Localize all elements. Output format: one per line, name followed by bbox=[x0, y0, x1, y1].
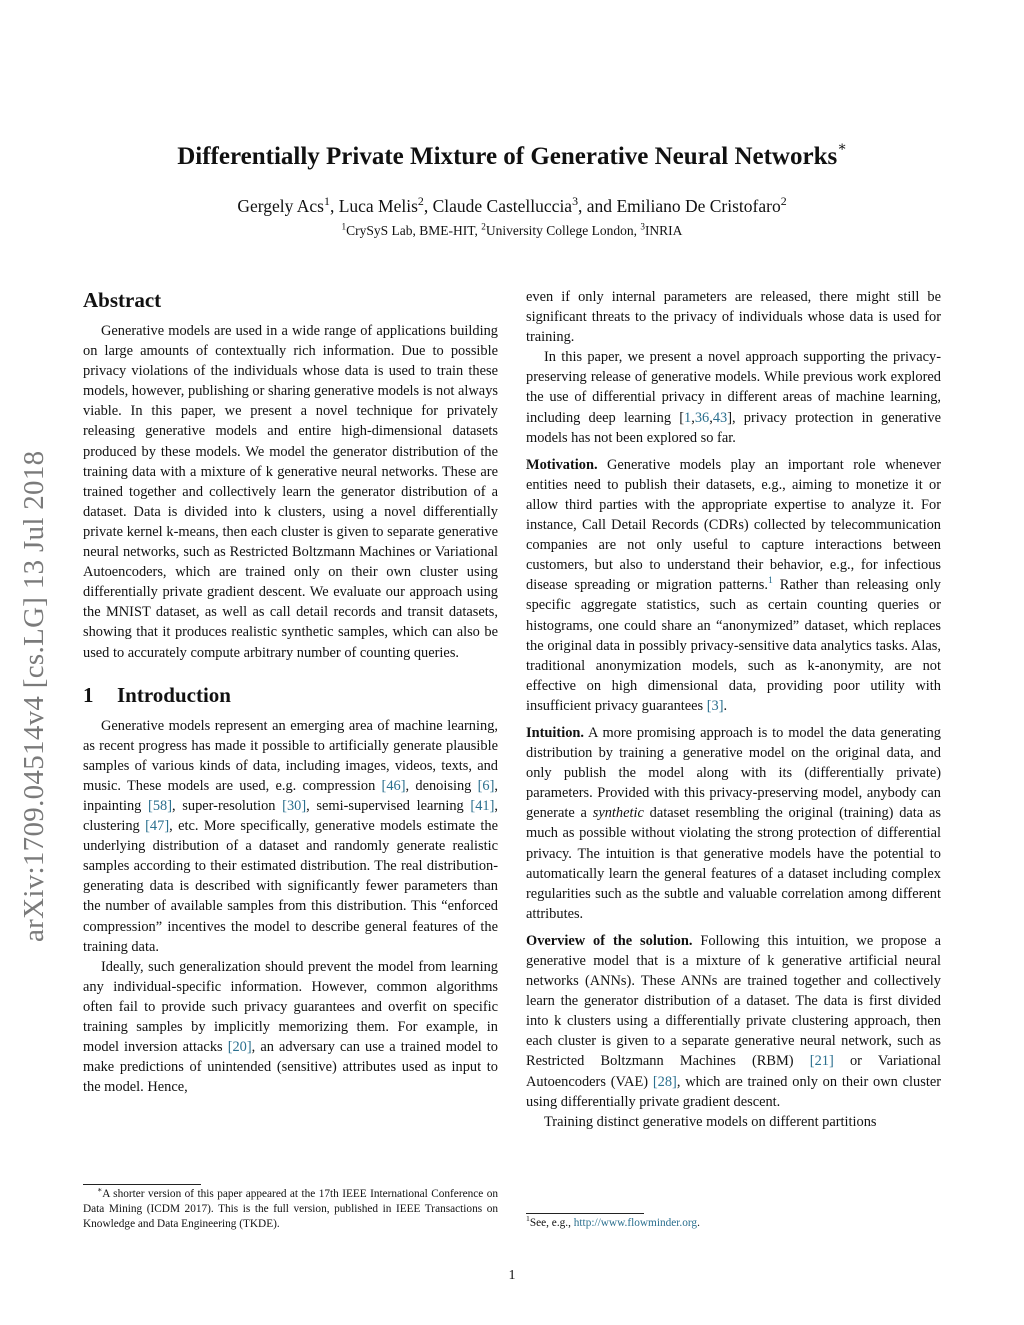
citation-link[interactable]: [3] bbox=[706, 697, 724, 714]
text-run: A shorter version of this paper appeared at the 17th IEEE International Conference on Data Mining (ICDM 2017). This is the full version, published in IEEE Transactions on Knowledge and Data Engineering (TKDE). bbox=[83, 1188, 498, 1231]
text-run: , denoising bbox=[405, 777, 478, 794]
right-footnote bbox=[526, 1213, 941, 1231]
author-separator: , and bbox=[578, 196, 617, 216]
paragraph bbox=[526, 347, 941, 447]
author-affil-mark: 2 bbox=[780, 194, 787, 209]
text-run: , inpainting bbox=[83, 777, 498, 814]
run-in-heading: Motivation. bbox=[526, 456, 598, 473]
footnote-text bbox=[83, 1187, 498, 1233]
section-number: 1 bbox=[83, 682, 94, 707]
author-list bbox=[0, 195, 1024, 217]
overview-paragraph bbox=[526, 931, 941, 1112]
citation-link[interactable]: [58] bbox=[148, 797, 173, 814]
footnote-rule bbox=[526, 1213, 644, 1214]
motivation-paragraph bbox=[526, 455, 941, 716]
intro-paragraph-1 bbox=[83, 716, 498, 957]
section-title: Introduction bbox=[117, 682, 231, 707]
author-name: Emiliano De Cristofaro bbox=[616, 196, 781, 216]
left-column bbox=[83, 287, 498, 1097]
paragraph: Training distinct generative models on different partitions bbox=[544, 1113, 877, 1130]
run-in-heading: Overview of the solution. bbox=[526, 932, 693, 949]
affiliation-mark: 3 bbox=[640, 221, 645, 232]
affiliation-mark: 2 bbox=[481, 221, 486, 232]
text-run: Rather than releasing only specific aggregate statistics, such as certain counting queries or histograms, one could share an “anonymized” dataset, which replaces the original data in possibly privacy-sensitive data analytics tasks. Alas, traditional anonymization models, such as k-anonymity, are not effective on high dimensional data, providing poor utility with insufficient privacy guarantees bbox=[526, 577, 941, 714]
paper-title-text: Differentially Private Mixture of Generative Neural Networks bbox=[177, 143, 838, 170]
footnote-mark: 1 bbox=[526, 1214, 530, 1224]
author-affil-mark: 2 bbox=[417, 194, 424, 209]
author-separator: , bbox=[329, 196, 339, 216]
text-run: , an adversary can use a trained model to make predictions of unintended (sensitive) attributes used as input to the model. Hence, bbox=[83, 1039, 498, 1096]
abstract-text: Generative models are used in a wide range of applications building on large amounts of contextually rich information. Due to possible privacy violations of the individuals whose data is used to train these models, however, publishing or sharing generative models is not always viable. In this paper, we present a novel technique for privately releasing generative models and entire high-dimensional datasets produced by these models. We model the generator distribution of the training data with a mixture of k generative neural networks. These are trained together and collectively learn the generator distribution of a dataset. Data is divided into k clusters, using a novel differentially private kernel k-means, then each cluster is given to separate generative neural networks, such as Restricted Boltzmann Machines or Variational Autoencoders, which are trained only on their own cluster using differentially private gradient descent. We evaluate our approach using the MNIST dataset, as well as call detail records and transit datasets, showing that it produces realistic synthetic samples, which can also be used to accurately compute arbitrary number of counting queries. bbox=[83, 323, 498, 661]
footnote-text bbox=[526, 1216, 941, 1231]
citation-link[interactable]: 36 bbox=[694, 409, 710, 426]
text-run: ], privacy protection in generative models has not been explored so far. bbox=[526, 409, 941, 446]
text-run: , bbox=[709, 409, 713, 426]
affiliation-mark: 1 bbox=[341, 221, 347, 232]
citation-link[interactable]: [46] bbox=[381, 777, 406, 794]
author-affil-mark: 3 bbox=[572, 194, 579, 209]
affiliation-text: INRIA bbox=[644, 223, 683, 238]
author-separator: , bbox=[423, 196, 433, 216]
emphasis: synthetic bbox=[592, 805, 644, 822]
text-run: Generative models represent an emerging area of machine learning, as recent progress has made it possible to artificially generate plausible samples of various kinds of data, including images, videos, texts, and music. These models are used, e.g. compression bbox=[83, 717, 498, 794]
title-footnote-mark: ∗ bbox=[837, 139, 847, 155]
affiliation-list bbox=[0, 222, 1024, 240]
text-run: , which are trained only on their own cluster using differentially private gradient descent. bbox=[526, 1073, 941, 1110]
text-run: See, e.g., bbox=[529, 1217, 574, 1229]
arxiv-stamp: arXiv:1709.04514v4 [cs.LG] 13 Jul 2018 bbox=[18, 450, 50, 942]
author-name: Claude Castelluccia bbox=[432, 196, 573, 216]
author-name: Gergely Acs bbox=[237, 196, 324, 216]
text-run: , super-resolution bbox=[172, 797, 283, 814]
citation-link[interactable]: 43 bbox=[712, 409, 728, 426]
affiliation-text: CrySyS Lab, BME-HIT, bbox=[346, 223, 482, 238]
abstract-heading: Abstract bbox=[83, 288, 162, 312]
author-name: Luca Melis bbox=[338, 196, 418, 216]
paper-title bbox=[0, 141, 1024, 173]
continued-paragraph: even if only internal parameters are released, there might still be significant threats to the privacy of individuals whose data is used for training. bbox=[526, 289, 941, 346]
citation-link[interactable]: [6] bbox=[477, 777, 495, 794]
text-run: , semi-supervised learning bbox=[306, 797, 471, 814]
citation-link[interactable]: [28] bbox=[652, 1073, 677, 1090]
text-run: In this paper, we present a novel approach supporting the privacy-preserving release of generative models. While previous work explored the use of differential privacy in different areas of machine learning, including deep learning [ bbox=[526, 349, 941, 426]
right-column bbox=[526, 287, 941, 1132]
text-run: dataset resembling the original (training) data as much as possible without violating the strong protection of differential privacy. The intuition is that generative models have the potential to automatically learn the general features of a dataset including complex regularities such as the subtle and valuable correlation among different attributes. bbox=[526, 805, 941, 922]
text-run: or Variational Autoencoders (VAE) bbox=[526, 1053, 942, 1090]
text-run: , bbox=[691, 409, 695, 426]
citation-link[interactable]: [20] bbox=[227, 1039, 252, 1056]
text-run: . bbox=[723, 697, 728, 714]
page-number: 1 bbox=[508, 1268, 516, 1283]
footnote-url-link[interactable]: http://www.flowminder.org bbox=[573, 1217, 698, 1229]
citation-link[interactable]: [41] bbox=[470, 797, 495, 814]
footnote-mark: ∗ bbox=[97, 1185, 103, 1195]
citation-link[interactable]: 1 bbox=[684, 409, 692, 426]
text-run: Following this intuition, we propose a generative model that is a mixture of k generative artificial neural networks (ANNs). These ANNs are trained together and collectively learn the generator distribution of a dataset. The data is first divided into k clusters using a differentially private clustering approach, then each cluster is given to a separate generative neural network, such as Restricted Boltzmann Machines (RBM) bbox=[526, 932, 941, 1070]
citation-link[interactable]: [21] bbox=[809, 1053, 834, 1070]
text-run: , etc. More specifically, generative models estimate the underlying distribution of a dataset and randomly generate realistic samples according to their estimated distribution. The real distribution-generating data is described with significantly fewer parameters than the number of available samples from this distribution. This “enforced compression” incentives the model to describe general features of the training data. bbox=[83, 818, 498, 955]
text-run: , clustering bbox=[83, 797, 498, 835]
text-run: . bbox=[697, 1217, 700, 1229]
intuition-paragraph bbox=[526, 723, 941, 924]
text-run: A more promising approach is to model the data generating distribution by training a generative model on the original data, and only publish the model along with its (differentially private) parameters. Provided with this privacy-preserving model, anybody can generate a bbox=[526, 724, 941, 822]
run-in-heading: Intuition. bbox=[526, 724, 584, 741]
affiliation-text: University College London, bbox=[485, 223, 641, 238]
author-affil-mark: 1 bbox=[323, 194, 330, 209]
intro-paragraph-2 bbox=[83, 957, 498, 1098]
text-run: Generative models play an important role whenever entities need to publish their datasets, e.g., aiming to monetize it or allow third parties with the appropriate expertise to analyze it. For instance, Call Detail Records (CDRs) collected by telecommunication companies are not only useful to capture interactions between customers, but also to understand their behavior, e.g., for infectious disease spreading or migration patterns. bbox=[526, 456, 941, 594]
section-heading-introduction bbox=[83, 682, 498, 708]
citation-link[interactable]: [30] bbox=[282, 797, 307, 814]
citation-link[interactable]: [47] bbox=[145, 818, 170, 835]
footnote-link[interactable]: 1 bbox=[768, 575, 773, 587]
text-run: Ideally, such generalization should prevent the model from learning any individual-specific information. However, common algorithms often fail to provide such privacy guarantees and overfit on specific training samples by implicitly memorizing them. For example, in model inversion attacks bbox=[83, 958, 498, 1056]
left-footnote bbox=[83, 1184, 498, 1233]
